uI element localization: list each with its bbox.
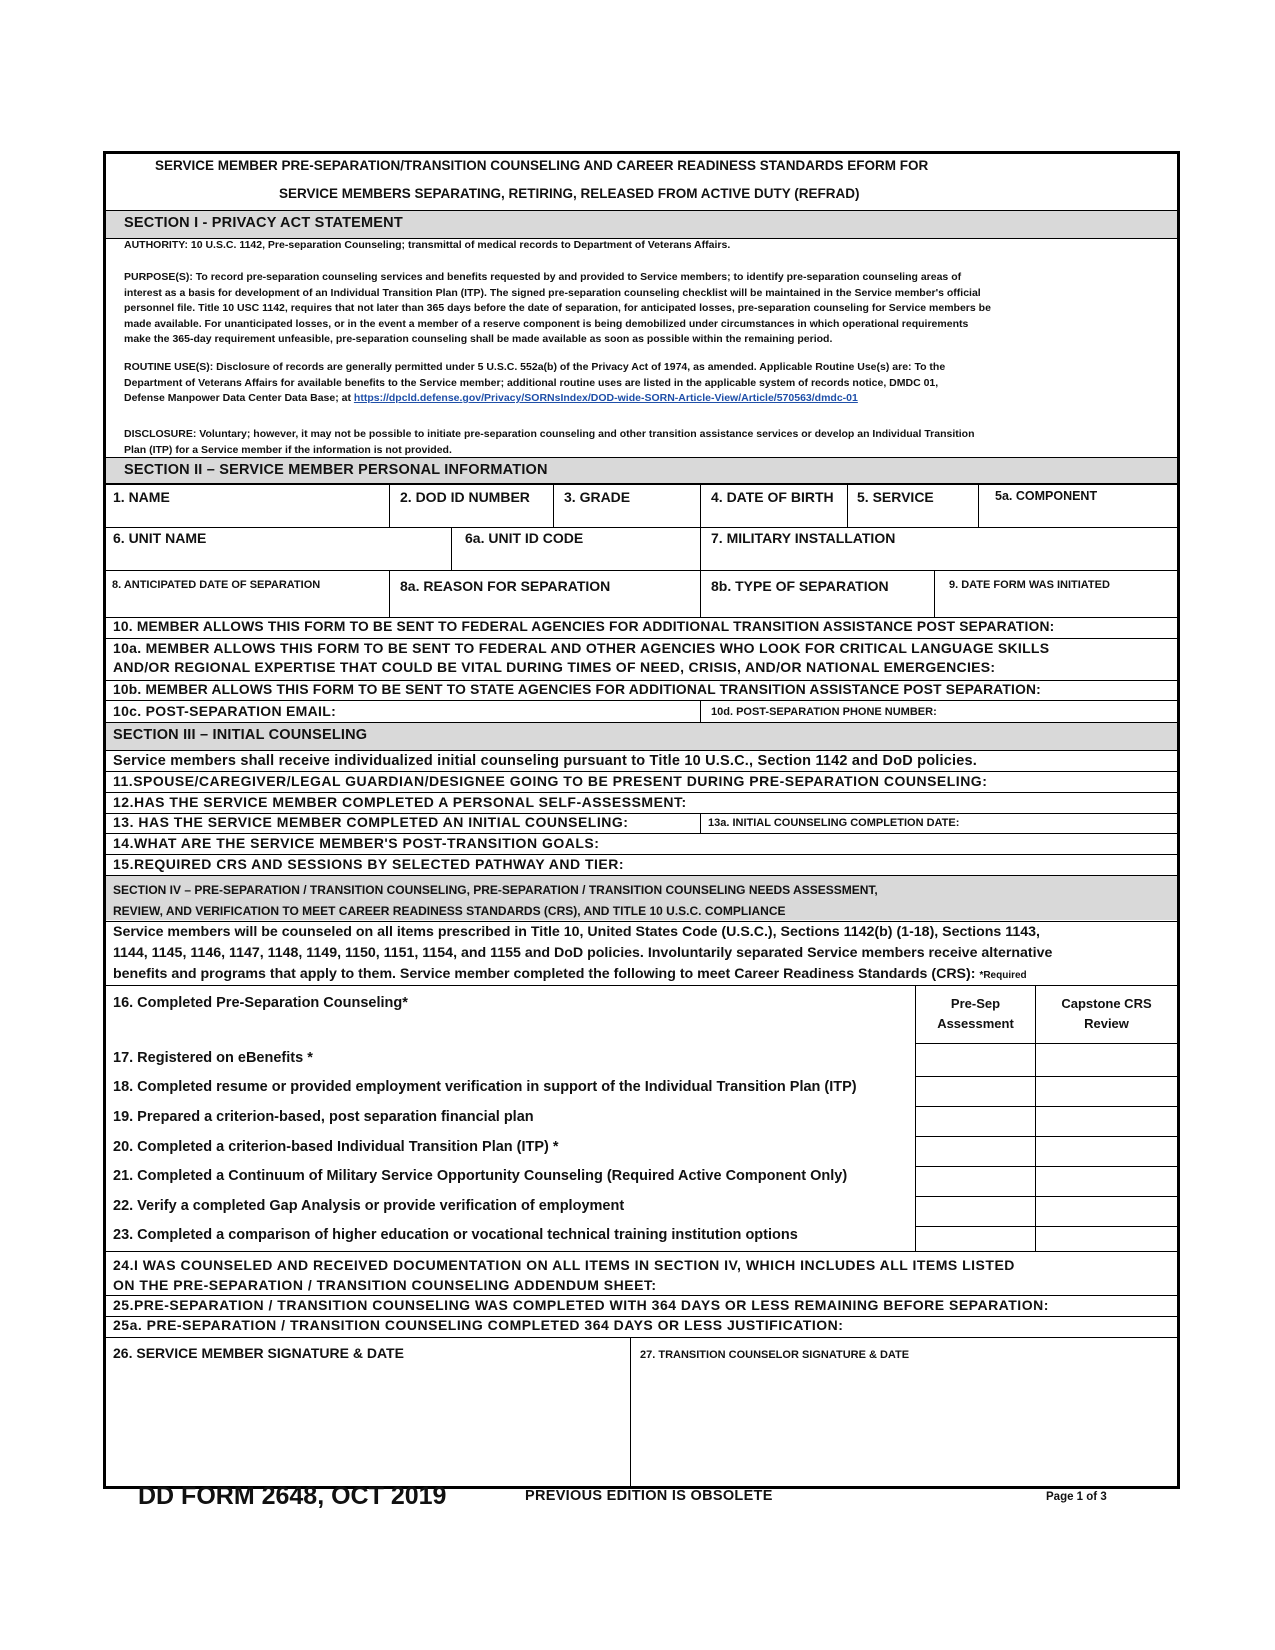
grade-field-label[interactable]: 3. GRADE [564,489,631,505]
divider [103,854,1180,855]
field-14-post-transition-goals[interactable]: 14.WHAT ARE THE SERVICE MEMBER'S POST-TRANSITION GOALS: [113,835,600,851]
field-10b-state-agencies[interactable]: 10b. MEMBER ALLOWS THIS FORM TO BE SENT TO STATE AGENCIES FOR ADDITIONAL TRANSITION ASSISTANCE POST SEPARATION: [113,682,1041,697]
type-of-separation-label[interactable]: 8b. TYPE OF SEPARATION [711,578,889,594]
obsolete-notice: PREVIOUS EDITION IS OBSOLETE [525,1488,773,1504]
divider [451,527,452,570]
date-of-birth-field-label[interactable]: 4. DATE OF BIRTH [711,489,834,505]
routine-use-text: ROUTINE USE(S): Disclosure of records are generally permitted under 5 U.S.C. 552a(b) of the Privacy Act of 1974, as amended. Applicable Routine Use(s) are: To the Department of Veterans Affairs for available benefits to the Service member; additional routine uses are listed in the applicable system of records notice, DMDC 01, Defense Manpower Data Center Data Base; at https://dpcld.defense.gov/Privacy/SORNsIndex/DOD-wide-SORN-Article-View/Article/570563/dmdc-01 [124,361,946,404]
authority-text: AUTHORITY: 10 U.S.C. 1142, Pre-separation Counseling; transmittal of medical records to Department of Veterans Affairs. [124,239,731,251]
form-number: DD FORM 2648, OCT 2019 [138,1482,447,1510]
divider [103,527,1180,528]
divider [915,1076,1177,1077]
post-separation-phone-label[interactable]: 10d. POST-SEPARATION PHONE NUMBER: [711,706,937,718]
divider [103,617,1180,618]
field-11-spouse-present[interactable]: 11.SPOUSE/CAREGIVER/LEGAL GUARDIAN/DESIGNEE GOING TO BE PRESENT DURING PRE-SEPARATION COUNSELING: [113,773,988,789]
divider [630,1337,631,1487]
post-separation-email-label[interactable]: 10c. POST-SEPARATION EMAIL: [113,703,337,719]
divider [978,484,979,527]
item-16-pre-separation-counseling[interactable]: 16. Completed Pre-Separation Counseling* [113,995,408,1011]
divider [103,833,1180,834]
form-title-line2: SERVICE MEMBERS SEPARATING, RETIRING, RELEASED FROM ACTIVE DUTY (REFRAD) [279,186,860,201]
checklist-item[interactable]: 20. Completed a criterion-based Individual Transition Plan (ITP) * [113,1139,559,1155]
service-member-signature-field[interactable]: 26. SERVICE MEMBER SIGNATURE & DATE [113,1345,404,1361]
field-10-federal-agencies[interactable]: 10. MEMBER ALLOWS THIS FORM TO BE SENT TO FEDERAL AGENCIES FOR ADDITIONAL TRANSITION ASSISTANCE POST SEPARATION: [113,619,1055,634]
checklist-item[interactable]: 19. Prepared a criterion-based, post separation financial plan [113,1109,534,1125]
disclosure-text: DISCLOSURE: Voluntary; however, it may not be possible to initiate pre-separation counseling and other transition assistance services or develop an Individual Transition Plan (ITP) for a Service member if the information is not provided. [124,428,975,456]
military-installation-field-label[interactable]: 7. MILITARY INSTALLATION [711,530,896,546]
required-note: *Required [979,970,1027,981]
date-form-initiated-label[interactable]: 9. DATE FORM WAS INITIATED [949,579,1110,591]
divider [103,985,1180,986]
checklist-item[interactable]: 22. Verify a completed Gap Analysis or provide verification of employment [113,1198,625,1214]
section-1-heading: SECTION I - PRIVACY ACT STATEMENT [124,215,403,231]
divider [103,680,1180,681]
field-25a-justification[interactable]: 25a. PRE-SEPARATION / TRANSITION COUNSELING COMPLETED 364 DAYS OR LESS JUSTIFICATION: [113,1317,844,1333]
divider [103,750,1180,751]
divider [915,1226,1177,1227]
divider [103,483,1180,485]
field-24-counseled-documentation[interactable]: 24.I WAS COUNSELED AND RECEIVED DOCUMENTATION ON ALL ITEMS IN SECTION IV, WHICH INCLUDES ALL ITEMS LISTED ON THE PRE-SEPARATION / TRANSITION COUNSELING ADDENDUM SHEET: [113,1257,1015,1293]
unit-id-code-field-label[interactable]: 6a. UNIT ID CODE [465,530,584,546]
divider [103,700,1180,701]
divider [103,771,1180,772]
checklist-item[interactable]: 21. Completed a Continuum of Military Service Opportunity Counseling (Required Active Component Only) [113,1168,848,1184]
divider [389,484,390,527]
field-12-self-assessment[interactable]: 12.HAS THE SERVICE MEMBER COMPLETED A PERSONAL SELF-ASSESSMENT: [113,794,687,810]
field-13a-completion-date[interactable]: 13a. INITIAL COUNSELING COMPLETION DATE: [708,817,960,829]
section-3-intro: Service members shall receive individualized initial counseling pursuant to Title 10 U.S.C., Section 1142 and DoD policies. [113,753,977,769]
checklist-item[interactable]: 18. Completed resume or provided employment verification in support of the Individual Transition Plan (ITP) [113,1079,857,1095]
divider [915,1106,1177,1107]
section-4-heading: SECTION IV – PRE-SEPARATION / TRANSITION COUNSELING, PRE-SEPARATION / TRANSITION COUNSELING NEEDS ASSESSMENT, REVIEW, AND VERIFICATION TO MEET CAREER READINESS STANDARDS (CRS), AND TITLE 10 U.S.C. COMPLIANCE [113,883,878,918]
sorn-link[interactable]: https://dpcld.defense.gov/Privacy/SORNsIndex/DOD-wide-SORN-Article-View/Article/570563/dmdc-01 [353,392,858,404]
purpose-text: PURPOSE(S): To record pre-separation counseling services and benefits requested by and provided to Service members; to identify pre-separation counseling areas of interest as a basis for development of an Individual Transition Plan (ITP). The signed pre-separation counseling checklist will be maintained in the Service member's official personnel file. Title 10 USC 1142, requires that not later than 365 days before the date of separation, for anticipated losses, pre-separation counseling for Service members be made available. For unanticipated losses, or in the event a member of a reserve component is being demobilized under circumstances in which operational requirements make the 365-day requirement unfeasible, pre-separation counseling shall be made available as soon as possible within the remaining period. [124,271,991,345]
divider [553,484,554,527]
divider [847,484,848,527]
divider [915,1196,1177,1197]
checklist-item[interactable]: 23. Completed a comparison of higher education or vocational technical training institution options [113,1227,798,1243]
divider [915,1043,1177,1044]
divider [103,792,1180,793]
name-field-label[interactable]: 1. NAME [113,489,170,505]
page-number: Page 1 of 3 [1046,1491,1107,1503]
field-10a-critical-language[interactable]: 10a. MEMBER ALLOWS THIS FORM TO BE SENT TO FEDERAL AND OTHER AGENCIES WHO LOOK FOR CRITICAL LANGUAGE SKILLS AND/OR REGIONAL EXPERTISE THAT COULD BE VITAL DURING TIMES OF NEED, CRISIS, AND/OR NATIONAL EMERGENCIES: [113,640,1050,675]
col-header-capstone-review: Capstone CRS Review [1061,996,1152,1031]
divider [103,1337,1180,1338]
divider [700,484,701,617]
divider [103,638,1180,639]
checklist-item[interactable]: 17. Registered on eBenefits * [113,1050,313,1066]
unit-name-field-label[interactable]: 6. UNIT NAME [113,530,207,546]
divider [103,570,1180,571]
component-field-label[interactable]: 5a. COMPONENT [995,489,1098,503]
service-field-label[interactable]: 5. SERVICE [857,489,934,505]
divider [700,813,701,833]
section-2-heading: SECTION II – SERVICE MEMBER PERSONAL INFORMATION [124,462,548,478]
counselor-signature-field[interactable]: 27. TRANSITION COUNSELOR SIGNATURE & DATE [640,1349,910,1361]
field-15-required-crs[interactable]: 15.REQUIRED CRS AND SESSIONS BY SELECTED PATHWAY AND TIER: [113,856,625,872]
col-header-presep-assessment: Pre-Sep Assessment [937,996,1014,1031]
divider [934,570,935,617]
form-title-line1: SERVICE MEMBER PRE-SEPARATION/TRANSITION COUNSELING AND CAREER READINESS STANDARDS EFORM FOR [155,158,929,173]
section-3-heading: SECTION III – INITIAL COUNSELING [113,727,368,743]
dod-id-field-label[interactable]: 2. DOD ID NUMBER [400,489,530,505]
divider [103,1295,1180,1296]
divider [389,570,390,617]
field-25-completed-364-days[interactable]: 25.PRE-SEPARATION / TRANSITION COUNSELING WAS COMPLETED WITH 364 DAYS OR LESS REMAINING BEFORE SEPARATION: [113,1297,1049,1313]
divider [103,1251,1180,1252]
section-4-intro: Service members will be counseled on all items prescribed in Title 10, United States Code (U.S.C.), Sections 1142(b) (1-18), Sections 1143, 1144, 1145, 1146, 1147, 1148, 1149, 1150, 1151, 1154, and 1155 and DoD policies. Involuntarily separated Service members receive alternative benefits and programs that apply to them. Service member completed the following to meet Career Readiness Standards (CRS): *Required [113,924,1053,982]
divider [700,700,701,722]
anticipated-separation-date-label[interactable]: 8. ANTICIPATED DATE OF SEPARATION [112,579,321,591]
field-13-initial-counseling[interactable]: 13. HAS THE SERVICE MEMBER COMPLETED AN INITIAL COUNSELING: [113,814,629,830]
divider [915,1136,1177,1137]
divider [915,1166,1177,1167]
reason-for-separation-label[interactable]: 8a. REASON FOR SEPARATION [400,578,611,594]
